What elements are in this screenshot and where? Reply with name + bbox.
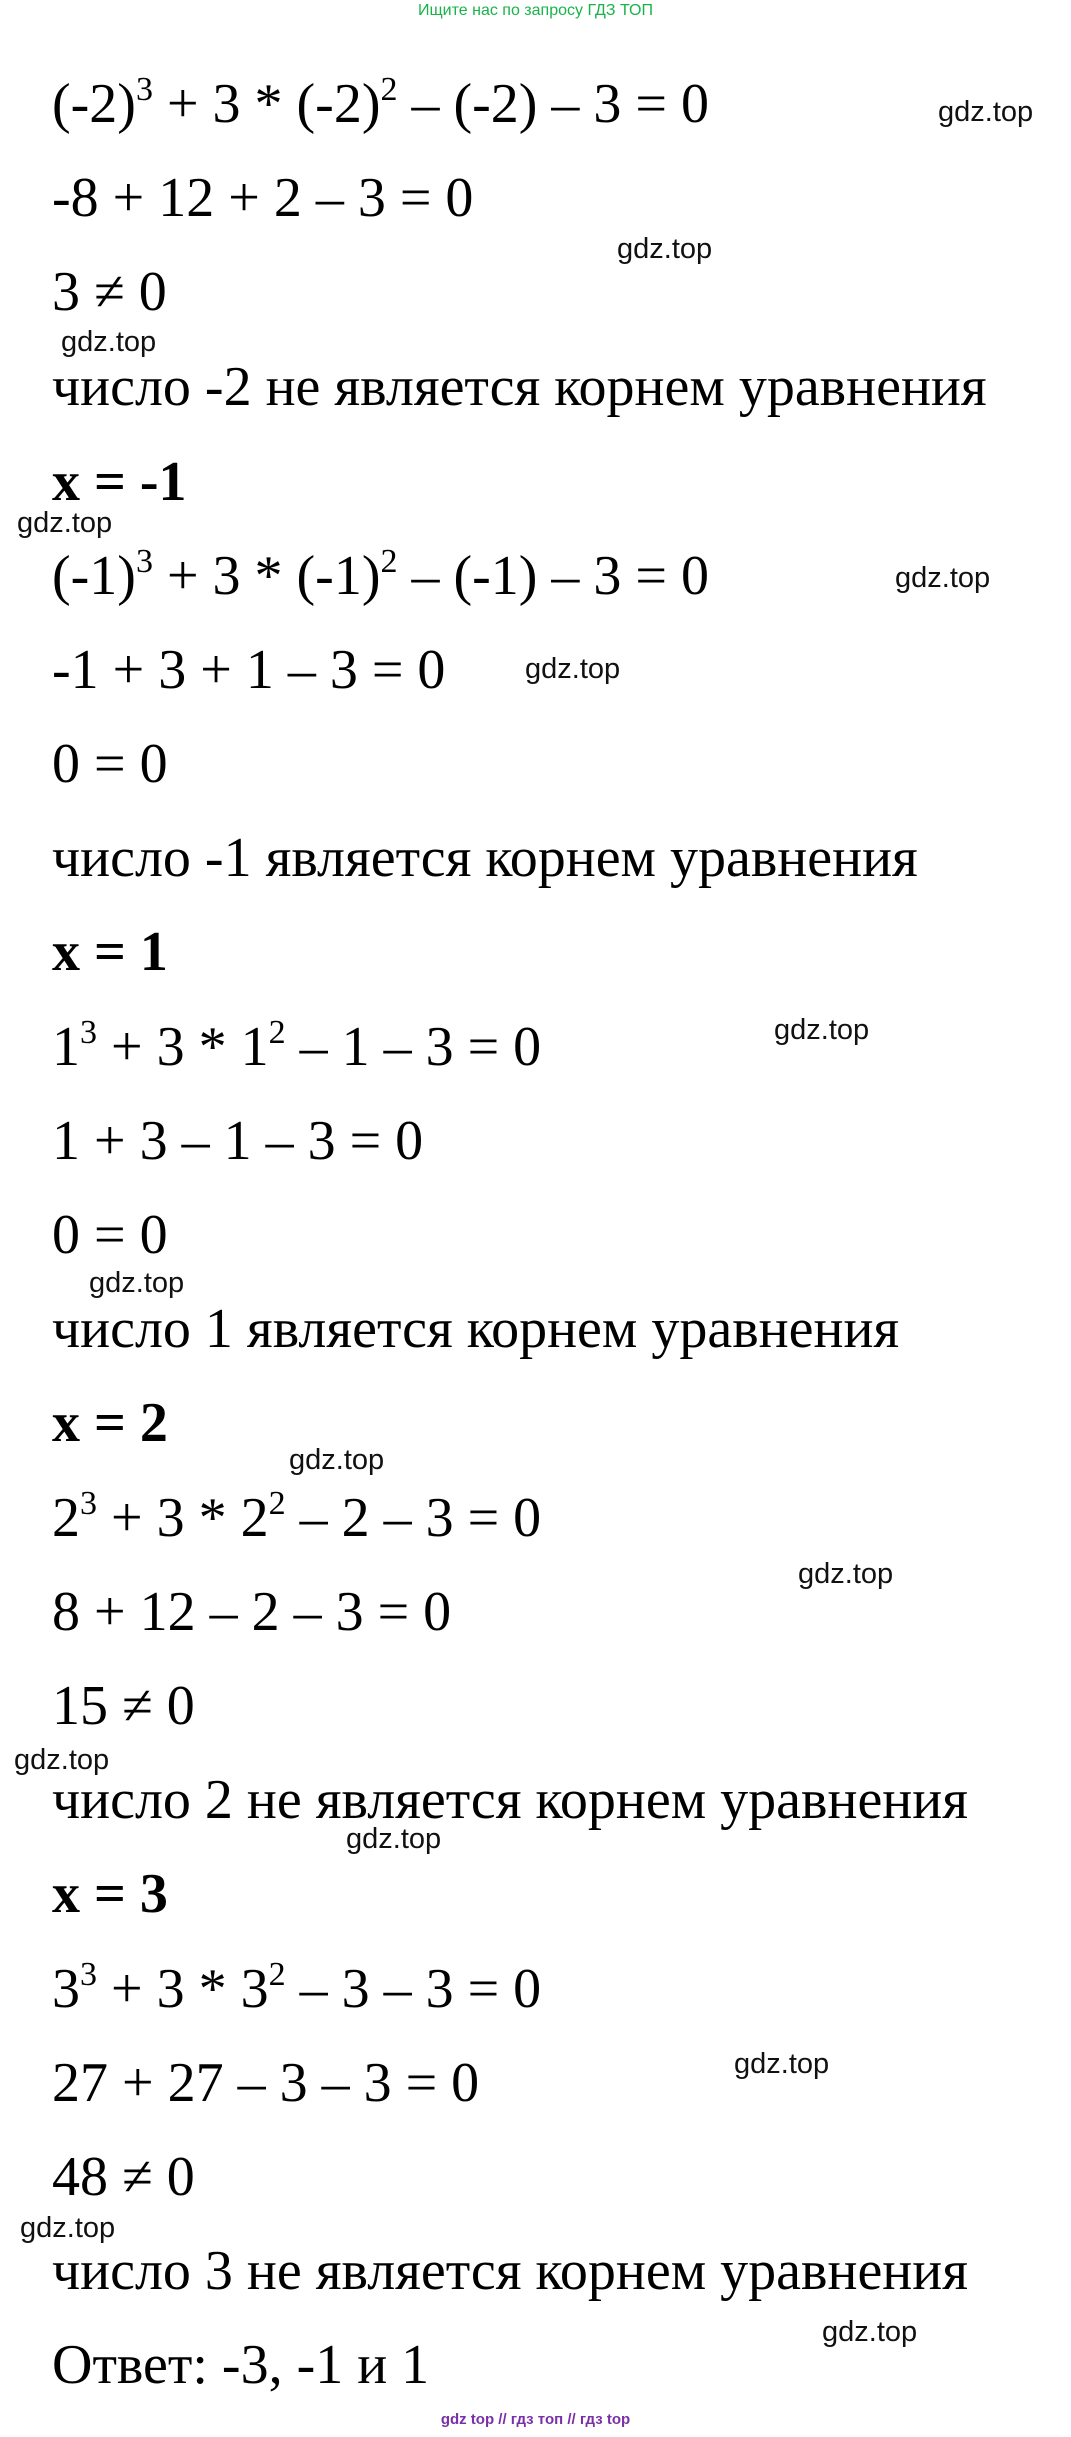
equation-check-x-1 xyxy=(52,1015,541,1079)
watermark: gdz.top xyxy=(774,1014,870,1046)
watermark: gdz.top xyxy=(938,96,1034,128)
top-banner: Ищите нас по запросу ГДЗ ТОП xyxy=(418,2,653,19)
equation-check-x-minus-2 xyxy=(52,72,709,136)
exponent: 3 xyxy=(135,71,153,108)
conclusion-line: число -1 является корнем уравнения xyxy=(52,827,918,889)
exponent: 3 xyxy=(80,1485,97,1522)
term: – 1 – 3 = 0 xyxy=(285,1016,542,1078)
x-value-heading: x = 3 xyxy=(52,1863,168,1925)
equation-check-x-minus-1 xyxy=(52,544,709,608)
term: 3 xyxy=(52,1958,80,2020)
result-line: 15 ≠ 0 xyxy=(52,1675,195,1737)
conclusion-line: число 3 не является корнем уравнения xyxy=(52,2240,968,2302)
exponent: 2 xyxy=(268,1485,286,1522)
term: 1 xyxy=(52,1016,80,1078)
watermark: gdz.top xyxy=(617,233,713,265)
bottom-banner: gdz top // гдз топ // гдз top xyxy=(440,2411,631,2428)
result-line: 48 ≠ 0 xyxy=(52,2146,195,2208)
equation-check-x-2 xyxy=(52,1486,541,1550)
watermark: gdz.top xyxy=(822,2316,918,2348)
exponent: 3 xyxy=(135,543,153,580)
watermark: gdz.top xyxy=(17,507,113,539)
watermark: gdz.top xyxy=(734,2048,830,2080)
result-line: 0 = 0 xyxy=(52,1204,168,1266)
exponent: 3 xyxy=(80,1014,97,1051)
watermark: gdz.top xyxy=(895,562,991,594)
conclusion-line: число 1 является корнем уравнения xyxy=(52,1298,900,1360)
term: (-1) xyxy=(52,545,136,607)
x-value-heading: x = -1 xyxy=(52,451,187,513)
computation-line: -8 + 12 + 2 – 3 = 0 xyxy=(52,167,474,229)
watermark: gdz.top xyxy=(20,2212,116,2244)
x-value-heading: x = 2 xyxy=(52,1392,168,1454)
term: – 2 – 3 = 0 xyxy=(285,1487,542,1549)
computation-line: 8 + 12 – 2 – 3 = 0 xyxy=(52,1581,452,1643)
exponent: 2 xyxy=(380,543,398,580)
equation-check-x-3 xyxy=(52,1957,541,2021)
result-line: 0 = 0 xyxy=(52,733,168,795)
computation-line: 27 + 27 – 3 – 3 = 0 xyxy=(52,2052,480,2114)
term: – 3 – 3 = 0 xyxy=(285,1958,542,2020)
computation-line: -1 + 3 + 1 – 3 = 0 xyxy=(52,639,446,701)
term: – (-1) – 3 = 0 xyxy=(397,545,710,607)
term: + 3 * 1 xyxy=(97,1016,269,1078)
exponent: 3 xyxy=(80,1956,97,1993)
result-line: 3 ≠ 0 xyxy=(52,261,167,323)
exponent: 2 xyxy=(268,1014,286,1051)
x-value-heading: x = 1 xyxy=(52,921,168,983)
exponent: 2 xyxy=(268,1956,286,1993)
term: + 3 * (-2) xyxy=(152,73,381,135)
watermark: gdz.top xyxy=(89,1267,185,1299)
watermark: gdz.top xyxy=(61,326,157,358)
conclusion-line: число 2 не является корнем уравнения xyxy=(52,1769,968,1831)
term: + 3 * 2 xyxy=(97,1487,269,1549)
watermark: gdz.top xyxy=(14,1744,110,1776)
watermark: gdz.top xyxy=(289,1444,385,1476)
answer-line: Ответ: -3, -1 и 1 xyxy=(52,2334,430,2396)
term: + 3 * (-1) xyxy=(152,545,381,607)
exponent: 2 xyxy=(380,71,398,108)
watermark: gdz.top xyxy=(798,1558,894,1590)
computation-line: 1 + 3 – 1 – 3 = 0 xyxy=(52,1110,424,1172)
term: 2 xyxy=(52,1487,80,1549)
conclusion-line: число -2 не является корнем уравнения xyxy=(52,356,987,418)
term: – (-2) – 3 = 0 xyxy=(397,73,710,135)
term: (-2) xyxy=(52,73,136,135)
watermark: gdz.top xyxy=(346,1823,442,1855)
watermark: gdz.top xyxy=(525,653,621,685)
term: + 3 * 3 xyxy=(97,1958,269,2020)
